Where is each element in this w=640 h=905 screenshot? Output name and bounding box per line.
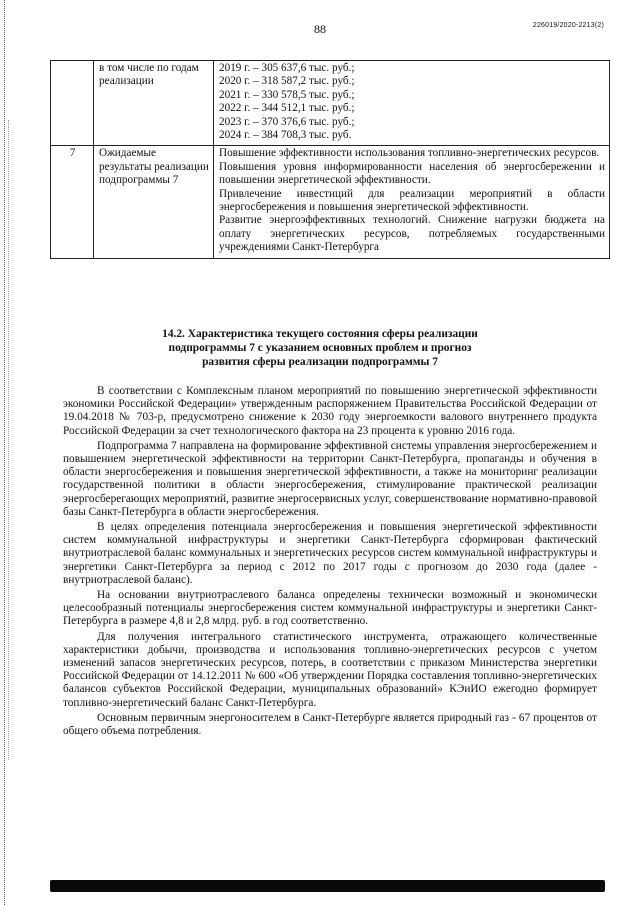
row-number-cell: 7: [51, 146, 94, 258]
expected-result-item: Развитие энергоэффективных технологий. Снижение нагрузки бюджета на оплату энергетических ресурсов, потребляемых государственными учреждениями Санкт-Петербурга: [219, 214, 605, 254]
scan-bottom-bar: [50, 880, 605, 892]
row-number-cell: [51, 61, 94, 146]
heading-line: 14.2. Характеристика текущего состояния сферы реализации: [162, 328, 478, 340]
scan-left-edge: [4, 0, 6, 905]
section-heading: [60, 328, 580, 369]
funding-year-line: 2021 г. – 330 578,5 тыс. руб.;: [219, 88, 355, 101]
funding-year-line: 2022 г. – 344 512,1 тыс. руб.;: [219, 102, 355, 115]
heading-line: развития сферы реализации подпрограммы 7: [202, 355, 438, 368]
funding-year-line: 2023 г. – 370 376,6 тыс. руб.;: [219, 115, 355, 128]
expected-result-item: Повышения уровня информированности населения об энергосбережении и повышении энергетической эффективности.: [219, 160, 605, 187]
passport-table: [50, 60, 610, 259]
table-row: [51, 146, 610, 258]
scan-left-edge-inner: [8, 120, 10, 760]
table-row: [51, 61, 610, 146]
row-value-cell: [214, 146, 610, 258]
paragraph: В целях определения потенциала энергосбережения и повышения энергетической эффективности систем коммунальной инфраструктуры и энергетики Санкт-Петербурга сформирован фактический внутриотраслевой баланс коммунальных и энергетических ресурсов систем коммунальной инфраструктуры и энергетики Санкт-Петербурга за период с 2012 по 2017 годы с прогнозом до 2030 года (далее - внутриотраслевой баланс).: [63, 521, 597, 586]
expected-result-item: Привлечение инвестиций для реализации мероприятий в области энергосбережения и повышения энергетической эффективности.: [219, 187, 605, 214]
paragraph: Подпрограмма 7 направлена на формирование эффективной системы управления энергосбережением и повышением энергетической эффективности на территории Санкт-Петербурга, пропаганды и обучения в области энергосбережения и повышения энергетической эффективности, а также на мониторинг реализации государственной политики в области энергосбережения, стимулирование практической реализации энергосберегающих мероприятий, развитие энергосервисных услуг, совершенствование нормативно-правовой базы Санкт-Петербурга в области энергосбережения.: [63, 439, 597, 518]
page-number: 88: [314, 22, 326, 36]
paragraph: В соответствии с Комплексным планом мероприятий по повышению энергетической эффективности экономики Российской Федерации» утвержденным распоряжением Правительства Российской Федерации от 19.04.2018 № 703-р, предусмотрено снижение к 2030 году энергоемкости валового внутреннего продукта Российской Федерации за счет технологического фактора на 23 процента к уровню 2016 года.: [63, 385, 597, 437]
funding-year-line: 2020 г. – 318 587,2 тыс. руб.;: [219, 75, 355, 88]
expected-result-item: Повышение эффективности использования топливно-энергетических ресурсов.: [219, 147, 600, 160]
row-label-cell: Ожидаемые результаты реализации подпрограммы 7: [94, 146, 214, 258]
paragraph: Для получения интегрального статистического инструмента, отражающего количественные характеристики добычи, производства и использования топливно-энергетических ресурсов с учетом изменений запасов энергетических ресурсов, потерь, в соответствии с приказом Министерства энергетики Российской Федерации от 14.12.2011 № 600 «Об утверждении Порядка составления топливно-энергетических балансов субъектов Российской Федерации, муниципальных образований» КЭиИО ежегодно формирует топливно-энергетический баланс Санкт-Петербурга.: [63, 630, 597, 709]
section-body: [63, 385, 597, 740]
heading-line: подпрограммы 7 с указанием основных проблем и прогноз: [168, 341, 472, 354]
funding-year-line: 2019 г. – 305 637,6 тыс. руб.;: [219, 62, 355, 74]
row-value-cell: [214, 61, 610, 146]
document-id: 226019/2020-2213(2): [532, 22, 604, 29]
paragraph: На основании внутриотраслевого баланса определены технически возможный и экономически целесообразный потенциалы энергосбережения систем коммунальной инфраструктуры и энергетики Санкт-Петербурга в размере 4,8 и 2,8 млрд. руб. в год соответственно.: [63, 589, 597, 628]
funding-year-line: 2024 г. – 384 708,3 тыс. руб.: [219, 129, 352, 142]
paragraph: Основным первичным энергоносителем в Санкт-Петербурге является природный газ - 67 процентов от общего объема потребления.: [63, 711, 597, 738]
row-label-cell: в том числе по годам реализации: [94, 61, 214, 146]
